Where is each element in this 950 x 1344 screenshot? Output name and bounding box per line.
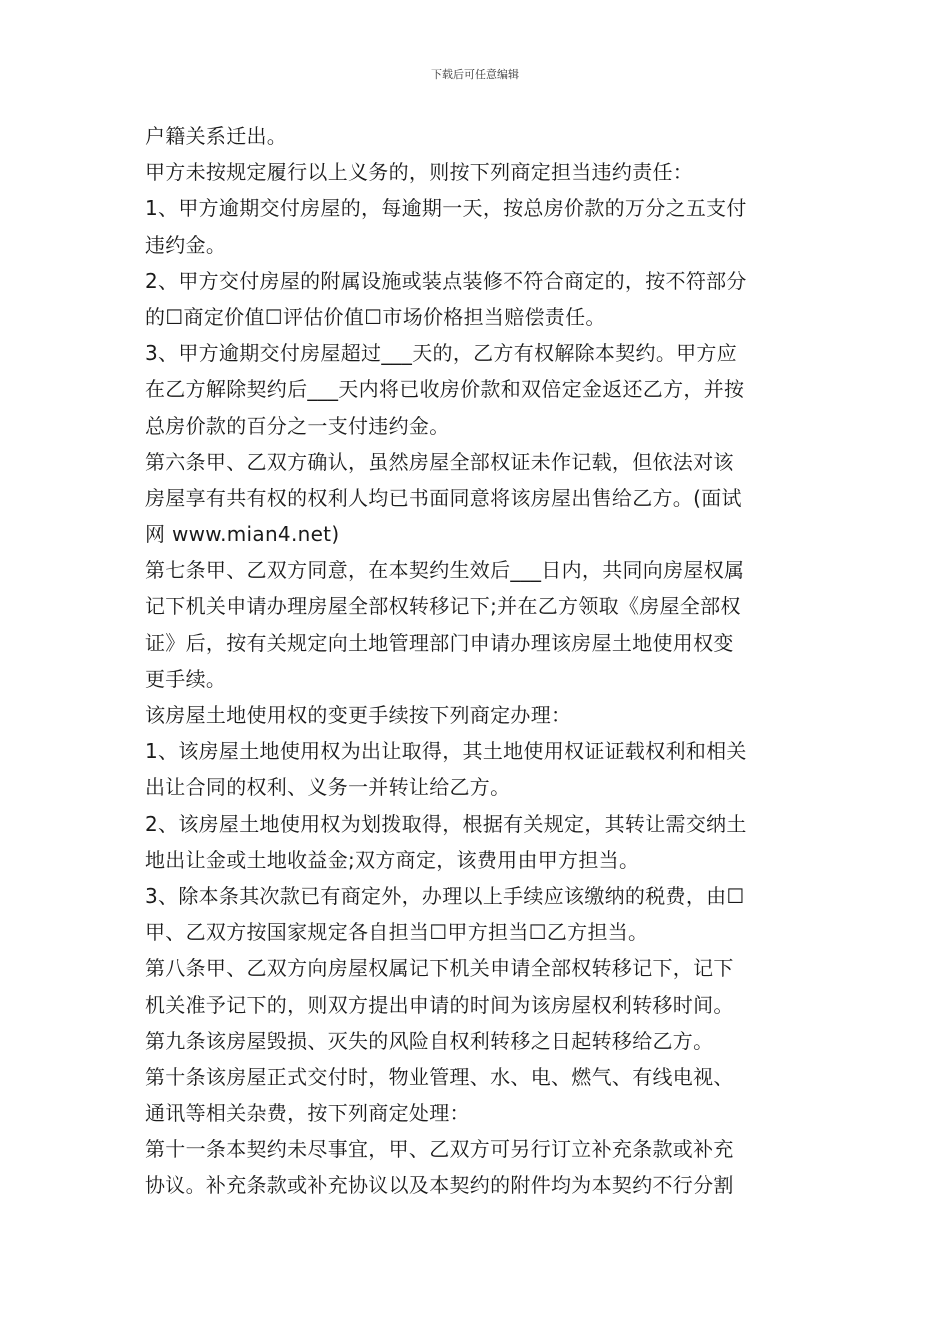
text-line: 3、除本条其次款已有商定外，办理以上手续应该缴纳的税费，由☐ [145, 883, 745, 908]
text-line: 通讯等相关杂费，按下列商定处理： [145, 1101, 470, 1126]
text-line: 的☐商定价值☐评估价值☐市场价格担当赔偿责任。 [145, 304, 606, 329]
text-line: 3、甲方逾期交付房屋超过___天的，乙方有权解除本契约。甲方应 [145, 341, 738, 366]
text-line: 更手续。 [145, 666, 227, 691]
text-line: 地出让金或土地收益金;双方商定，该费用由甲方担当。 [145, 847, 640, 872]
text-line: 记下机关申请办理房屋全部权转移记下;并在乙方领取《房屋全部权 [145, 594, 741, 619]
text-line: 2、甲方交付房屋的附属设施或装点装修不符合商定的，按不符部分 [145, 268, 747, 293]
text-line: 违约金。 [145, 232, 227, 257]
text-line: 该房屋土地使用权的变更手续按下列商定办理： [145, 703, 572, 727]
text-line: 户籍关系迁出。 [145, 124, 288, 148]
text-line: 出让合同的权利、义务一并转让给乙方。 [145, 775, 511, 800]
text-line: 2、该房屋土地使用权为划拨取得，根据有关规定，其转让需交纳土 [145, 811, 747, 836]
text-line: 总房价款的百分之一支付违约金。 [145, 413, 450, 438]
text-line: 1、该房屋土地使用权为出让取得，其土地使用权证证载权利和相关 [145, 739, 747, 764]
text-line: 甲、乙双方按国家规定各自担当☐甲方担当☐乙方担当。 [145, 920, 649, 945]
text-line: 第十一条本契约未尽事宜，甲、乙双方可另行订立补充条款或补充 [145, 1137, 734, 1162]
text-line: 网 www.mian4.net) [145, 522, 340, 547]
text-line: 在乙方解除契约后___天内将已收房价款和双倍定金返还乙方，并按 [145, 377, 745, 402]
text-line: 第七条甲、乙双方同意，在本契约生效后___日内，共同向房屋权属 [145, 558, 745, 583]
document-body [145, 118, 810, 1204]
text-line: 房屋享有共有权的权利人均已书面同意将该房屋出售给乙方。(面试 [145, 485, 742, 510]
text-line: 第十条该房屋正式交付时，物业管理、水、电、燃气、有线电视、 [145, 1064, 734, 1089]
text-line: 协议。补充条款或补充协议以及本契约的附件均为本契约不行分割 [145, 1173, 734, 1198]
text-line: 机关准予记下的，则双方提出申请的时间为该房屋权利转移时间。 [145, 992, 734, 1017]
page-header: 下载后可任意编辑 [431, 68, 519, 81]
text-line: 第九条该房屋毁损、灭失的风险自权利转移之日起转移给乙方。 [145, 1028, 714, 1053]
text-line: 1、甲方逾期交付房屋的，每逾期一天，按总房价款的万分之五支付 [145, 196, 747, 221]
text-line: 第六条甲、乙双方确认，虽然房屋全部权证未作记载，但依法对该 [145, 449, 734, 474]
text-line: 证》后，按有关规定向土地管理部门申请办理该房屋土地使用权变 [145, 630, 734, 655]
text-line: 甲方未按规定履行以上义务的，则按下列商定担当违约责任： [145, 160, 694, 185]
text-line: 第八条甲、乙双方向房屋权属记下机关申请全部权转移记下，记下 [145, 956, 734, 981]
